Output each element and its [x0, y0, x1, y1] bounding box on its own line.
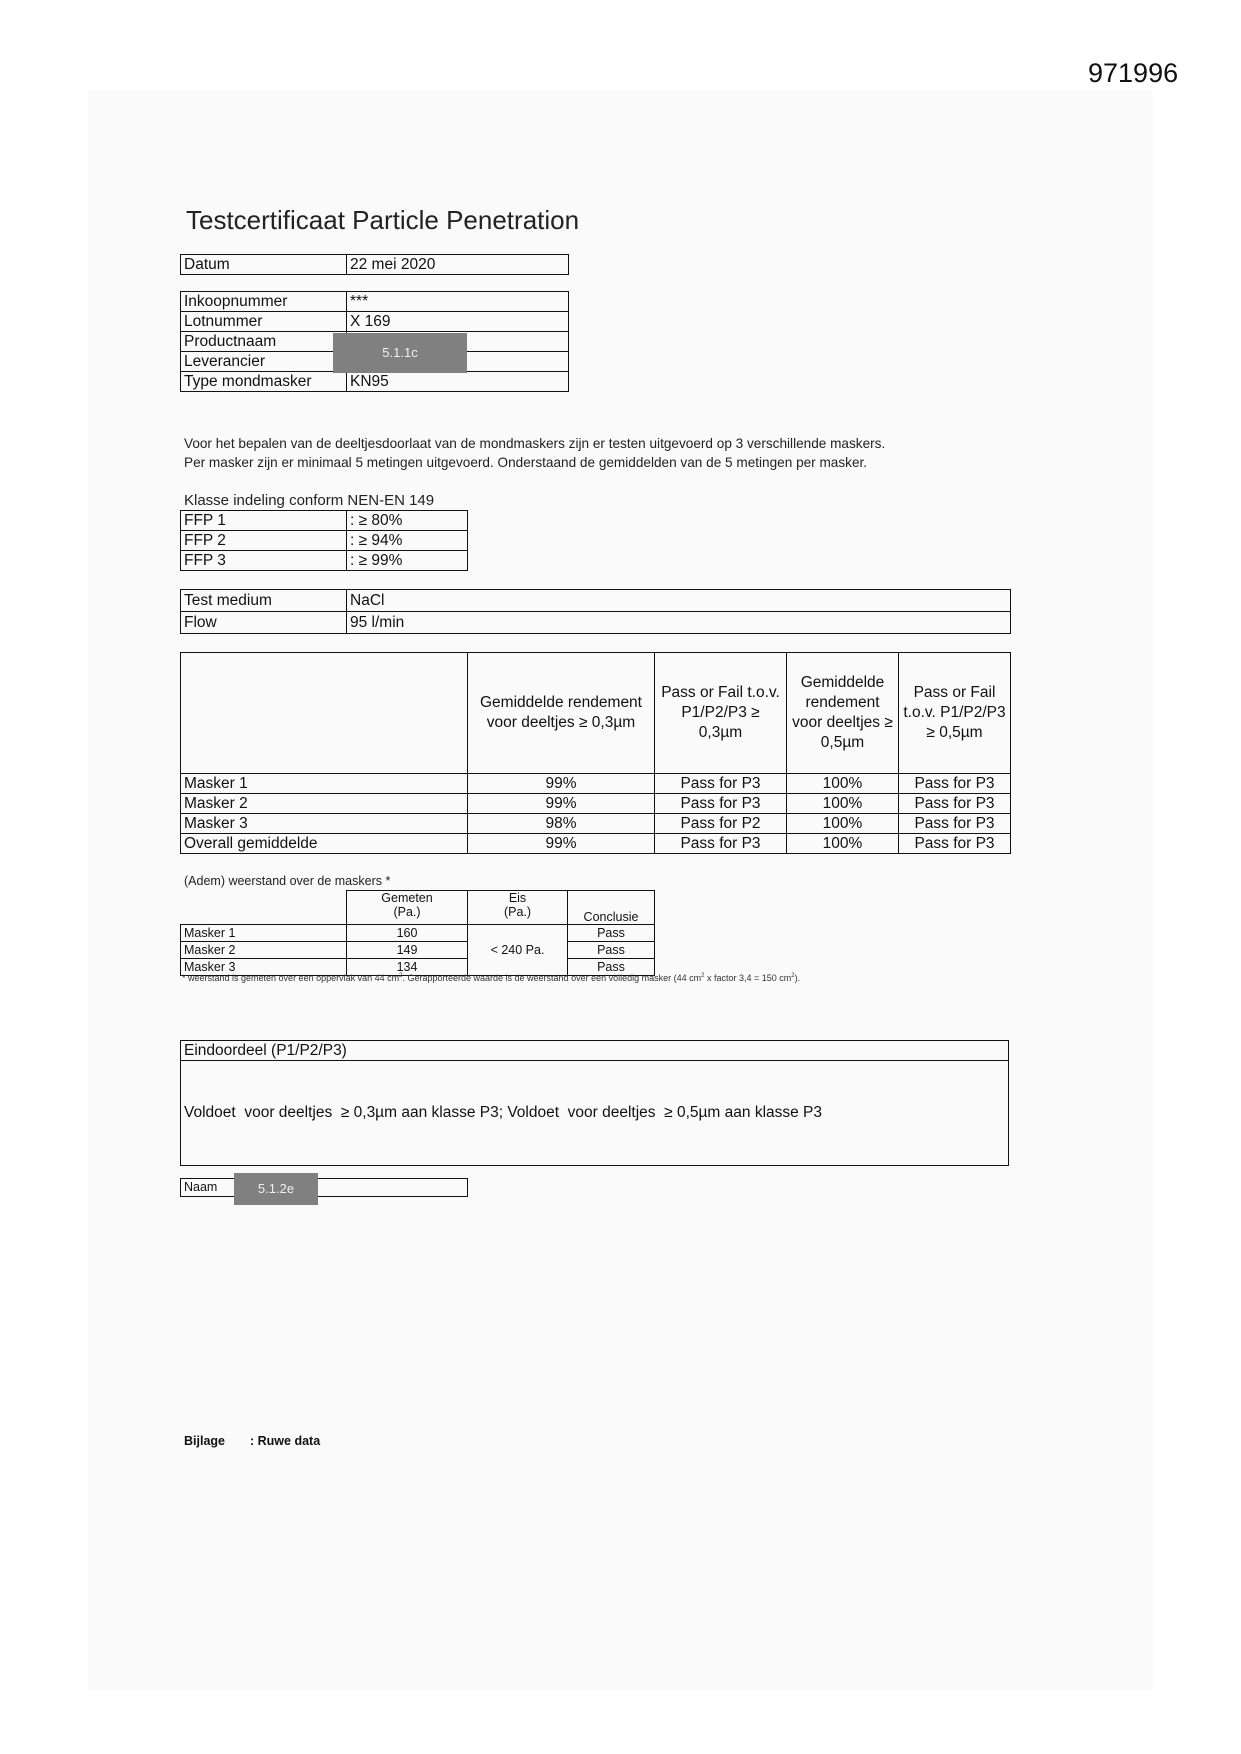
results-table	[180, 652, 1011, 854]
pf-05: Pass for P3	[899, 794, 1011, 814]
class-label: FFP 3	[181, 551, 347, 571]
class-value: : ≥ 80%	[347, 511, 468, 531]
class-label: FFP 1	[181, 511, 347, 531]
final-verdict-box	[180, 1040, 1009, 1166]
resistance-footnote: * weerstand is gemeten over een oppervlak van 44 $cm^2$. Gerapporteerde waarde is de weerstand over een volledig masker (44 $cm^2$ x factor 3,4 = 150 $cm^2$).	[182, 973, 801, 983]
table-row	[181, 794, 1011, 814]
results-header: Pass or Fail t.o.v. P1/P2/P3 ≥ 0,5µm	[899, 653, 1011, 774]
intro-line: Voor het bepalen van de deeltjesdoorlaat van de mondmaskers zijn er testen uitgevoerd op 3 verschillende maskers.	[184, 436, 886, 451]
name-table	[180, 1178, 468, 1197]
pf-05: Pass for P3	[899, 834, 1011, 854]
row-name: Overall gemiddelde	[181, 834, 468, 854]
divider	[181, 1060, 1008, 1061]
results-header: Gemiddelde rendement voor deeltjes ≥ 0,5µm	[787, 653, 899, 774]
row-name: Masker 3	[181, 814, 468, 834]
measured-value: 160	[347, 925, 468, 942]
test-params-table	[180, 589, 1011, 634]
page-title: Testcertificaat Particle Penetration	[186, 205, 580, 235]
class-table	[180, 510, 468, 571]
table-row	[181, 774, 1011, 794]
product-label: Inkoopnummer	[181, 292, 347, 312]
pf-03: Pass for P3	[655, 834, 787, 854]
pf-05: Pass for P3	[899, 814, 1011, 834]
redaction-block: 5.1.2e	[234, 1173, 318, 1205]
date-value: 22 mei 2020	[347, 255, 569, 275]
document-number: 971996	[1088, 58, 1179, 88]
product-value: KN95	[347, 372, 569, 392]
measured-header: Gemeten (Pa.)	[347, 891, 468, 925]
row-name: Masker 1	[181, 774, 468, 794]
class-label: FFP 2	[181, 531, 347, 551]
product-value: X 169	[347, 312, 569, 332]
attachment-value: : Ruwe data	[250, 1434, 321, 1448]
table-row	[181, 814, 1011, 834]
date-label: Datum	[181, 255, 347, 275]
eff-05: 100%	[787, 794, 899, 814]
product-label: Leverancier	[181, 352, 347, 372]
attachment-label: Bijlage	[184, 1434, 225, 1448]
product-value: ***	[347, 292, 569, 312]
pf-03: Pass for P2	[655, 814, 787, 834]
final-verdict-title: Eindoordeel (P1/P2/P3)	[184, 1042, 347, 1059]
eff-05: 100%	[787, 814, 899, 834]
requirement-header: Eis (Pa.)	[468, 891, 568, 925]
class-value: : ≥ 99%	[347, 551, 468, 571]
date-table	[180, 254, 569, 275]
param-value: NaCl	[347, 590, 1011, 612]
row-name: Masker 1	[181, 925, 347, 942]
conclusion-value: Pass	[568, 959, 655, 976]
redaction-block: 5.1.1c	[333, 333, 467, 373]
product-label: Productnaam	[181, 332, 347, 352]
resistance-title: (Adem) weerstand over de maskers *	[184, 874, 391, 888]
eff-03: 99%	[468, 794, 655, 814]
resistance-table	[180, 890, 655, 976]
table-row	[181, 942, 655, 959]
param-value: 95 l/min	[347, 612, 1011, 634]
class-value: : ≥ 94%	[347, 531, 468, 551]
requirement-value: < 240 Pa.	[468, 925, 568, 976]
conclusion-value: Pass	[568, 925, 655, 942]
row-name: Masker 2	[181, 942, 347, 959]
conclusion-value: Pass	[568, 942, 655, 959]
table-row	[181, 925, 655, 942]
eff-03: 99%	[468, 774, 655, 794]
eff-03: 98%	[468, 814, 655, 834]
measured-value: 134	[347, 959, 468, 976]
results-header: Gemiddelde rendement voor deeltjes ≥ 0,3µm	[468, 653, 655, 774]
row-name: Masker 3	[181, 959, 347, 976]
param-label: Test medium	[181, 590, 347, 612]
pf-03: Pass for P3	[655, 794, 787, 814]
class-title: Klasse indeling conform NEN-EN 149	[184, 492, 435, 509]
name-label: Naam	[181, 1179, 468, 1197]
eff-05: 100%	[787, 834, 899, 854]
measured-value: 149	[347, 942, 468, 959]
row-name: Masker 2	[181, 794, 468, 814]
eff-03: 99%	[468, 834, 655, 854]
final-verdict-text: Voldoet voor deeltjes ≥ 0,3µm aan klasse P3; Voldoet voor deeltjes ≥ 0,5µm aan klasse P3	[184, 1104, 823, 1121]
pf-03: Pass for P3	[655, 774, 787, 794]
eff-05: 100%	[787, 774, 899, 794]
table-row	[181, 834, 1011, 854]
results-header	[181, 653, 468, 774]
product-label: Type mondmasker	[181, 372, 347, 392]
pf-05: Pass for P3	[899, 774, 1011, 794]
product-label: Lotnummer	[181, 312, 347, 332]
conclusion-header: Conclusie	[568, 891, 655, 925]
intro-line: Per masker zijn er minimaal 5 metingen uitgevoerd. Onderstaand de gemiddelden van de 5 metingen per masker.	[184, 455, 868, 470]
results-header: Pass or Fail t.o.v. P1/P2/P3 ≥ 0,3µm	[655, 653, 787, 774]
param-label: Flow	[181, 612, 347, 634]
